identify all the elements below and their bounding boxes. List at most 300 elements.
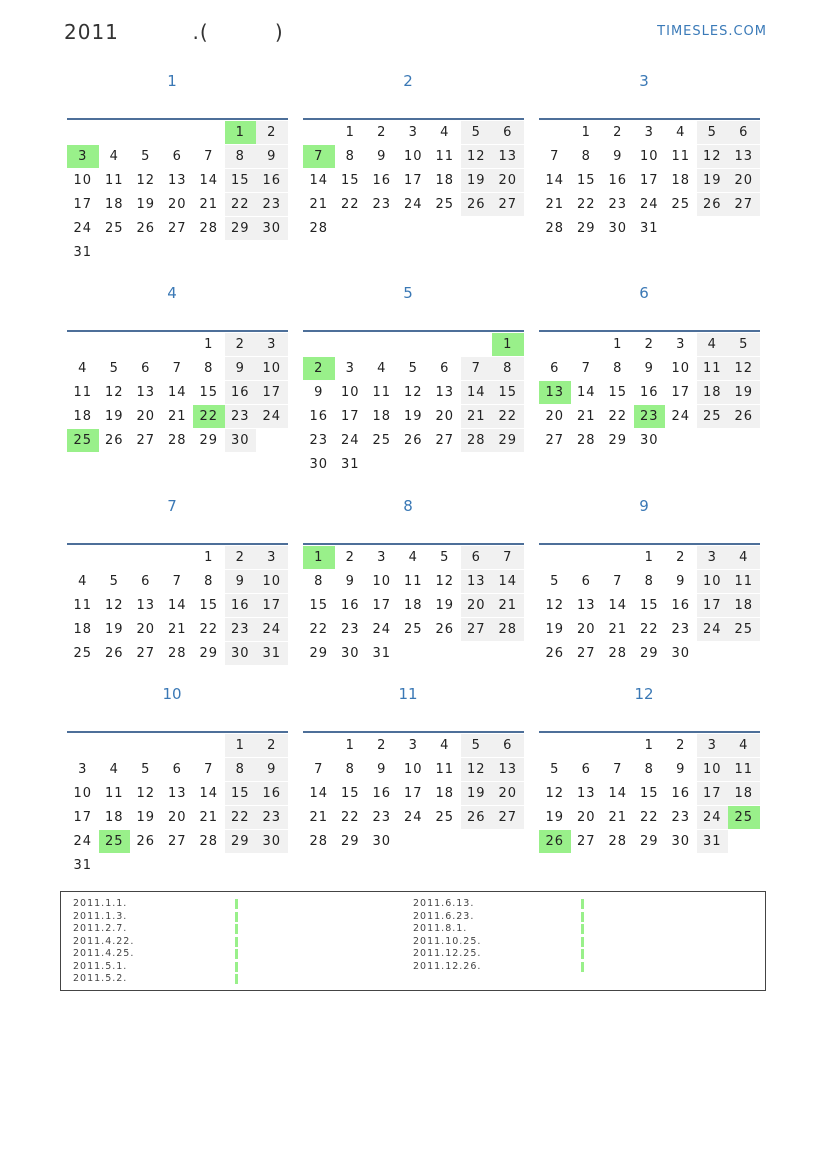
day-cell[interactable]: 6 bbox=[141, 361, 151, 376]
day-cell[interactable]: 24 bbox=[697, 618, 729, 641]
day-cell[interactable]: 21 bbox=[461, 405, 493, 428]
day-cell[interactable]: 30 bbox=[225, 642, 257, 665]
day-cell[interactable]: 28 bbox=[608, 834, 628, 849]
day-cell[interactable]: 3 bbox=[676, 337, 686, 352]
day-cell[interactable]: 11 bbox=[728, 570, 760, 593]
day-cell[interactable]: 27 bbox=[167, 221, 187, 236]
holiday-day-cell[interactable]: 25 bbox=[67, 429, 99, 452]
day-cell[interactable]: 8 bbox=[225, 145, 257, 168]
day-cell[interactable]: 3 bbox=[345, 361, 355, 376]
day-cell[interactable]: 7 bbox=[314, 762, 324, 777]
day-cell[interactable]: 29 bbox=[639, 646, 659, 661]
day-cell[interactable]: 6 bbox=[492, 121, 524, 144]
day-cell[interactable]: 16 bbox=[225, 381, 257, 404]
day-cell[interactable]: 21 bbox=[167, 622, 187, 637]
day-cell[interactable]: 15 bbox=[340, 173, 360, 188]
day-cell[interactable]: 26 bbox=[136, 221, 156, 236]
day-cell[interactable]: 31 bbox=[73, 245, 93, 260]
day-cell[interactable]: 16 bbox=[372, 173, 392, 188]
day-cell[interactable]: 31 bbox=[256, 642, 288, 665]
day-cell[interactable]: 1 bbox=[644, 738, 654, 753]
day-cell[interactable]: 18 bbox=[104, 197, 124, 212]
day-cell[interactable]: 7 bbox=[581, 361, 591, 376]
day-cell[interactable]: 28 bbox=[309, 221, 329, 236]
day-cell[interactable]: 21 bbox=[492, 594, 524, 617]
day-cell[interactable]: 26 bbox=[697, 193, 729, 216]
day-cell[interactable]: 13 bbox=[167, 786, 187, 801]
day-cell[interactable]: 7 bbox=[613, 762, 623, 777]
day-cell[interactable]: 21 bbox=[309, 810, 329, 825]
day-cell[interactable]: 2 bbox=[676, 550, 686, 565]
day-cell[interactable]: 8 bbox=[581, 149, 591, 164]
day-cell[interactable]: 24 bbox=[256, 405, 288, 428]
day-cell[interactable]: 8 bbox=[644, 762, 654, 777]
day-cell[interactable]: 11 bbox=[671, 149, 691, 164]
day-cell[interactable]: 8 bbox=[345, 149, 355, 164]
day-cell[interactable]: 29 bbox=[309, 646, 329, 661]
day-cell[interactable]: 28 bbox=[167, 433, 187, 448]
holiday-day-cell[interactable]: 1 bbox=[303, 546, 335, 569]
day-cell[interactable]: 13 bbox=[728, 145, 760, 168]
day-cell[interactable]: 19 bbox=[697, 169, 729, 192]
day-cell[interactable]: 4 bbox=[109, 149, 119, 164]
holiday-day-cell[interactable]: 3 bbox=[67, 145, 99, 168]
day-cell[interactable]: 1 bbox=[204, 550, 214, 565]
day-cell[interactable]: 26 bbox=[728, 405, 760, 428]
day-cell[interactable]: 11 bbox=[697, 357, 729, 380]
day-cell[interactable]: 21 bbox=[199, 197, 219, 212]
day-cell[interactable]: 6 bbox=[141, 574, 151, 589]
day-cell[interactable]: 5 bbox=[461, 734, 493, 757]
day-cell[interactable]: 4 bbox=[440, 738, 450, 753]
day-cell[interactable]: 3 bbox=[408, 738, 418, 753]
day-cell[interactable]: 10 bbox=[372, 574, 392, 589]
day-cell[interactable]: 20 bbox=[728, 169, 760, 192]
day-cell[interactable]: 14 bbox=[492, 570, 524, 593]
holiday-day-cell[interactable]: 25 bbox=[728, 806, 760, 829]
day-cell[interactable]: 28 bbox=[545, 221, 565, 236]
day-cell[interactable]: 2 bbox=[676, 738, 686, 753]
day-cell[interactable]: 27 bbox=[492, 806, 524, 829]
day-cell[interactable]: 18 bbox=[728, 594, 760, 617]
day-cell[interactable]: 11 bbox=[73, 598, 93, 613]
day-cell[interactable]: 24 bbox=[256, 618, 288, 641]
day-cell[interactable]: 21 bbox=[545, 197, 565, 212]
day-cell[interactable]: 14 bbox=[309, 173, 329, 188]
day-cell[interactable]: 14 bbox=[608, 598, 628, 613]
day-cell[interactable]: 30 bbox=[372, 834, 392, 849]
day-cell[interactable]: 28 bbox=[576, 433, 596, 448]
day-cell[interactable]: 24 bbox=[73, 221, 93, 236]
day-cell[interactable]: 14 bbox=[309, 786, 329, 801]
day-cell[interactable]: 5 bbox=[408, 361, 418, 376]
day-cell[interactable]: 6 bbox=[172, 762, 182, 777]
day-cell[interactable]: 23 bbox=[225, 405, 257, 428]
day-cell[interactable]: 16 bbox=[671, 786, 691, 801]
day-cell[interactable]: 29 bbox=[225, 830, 257, 853]
day-cell[interactable]: 9 bbox=[225, 570, 257, 593]
day-cell[interactable]: 19 bbox=[461, 782, 493, 805]
day-cell[interactable]: 18 bbox=[372, 409, 392, 424]
day-cell[interactable]: 25 bbox=[435, 197, 455, 212]
day-cell[interactable]: 7 bbox=[172, 361, 182, 376]
day-cell[interactable]: 9 bbox=[345, 574, 355, 589]
day-cell[interactable]: 2 bbox=[256, 121, 288, 144]
day-cell[interactable]: 6 bbox=[550, 361, 560, 376]
day-cell[interactable]: 20 bbox=[576, 810, 596, 825]
day-cell[interactable]: 9 bbox=[377, 149, 387, 164]
day-cell[interactable]: 25 bbox=[671, 197, 691, 212]
day-cell[interactable]: 22 bbox=[340, 197, 360, 212]
day-cell[interactable]: 23 bbox=[372, 197, 392, 212]
holiday-day-cell[interactable]: 7 bbox=[303, 145, 335, 168]
day-cell[interactable]: 1 bbox=[225, 734, 257, 757]
day-cell[interactable]: 2 bbox=[613, 125, 623, 140]
day-cell[interactable]: 13 bbox=[136, 385, 156, 400]
day-cell[interactable]: 6 bbox=[728, 121, 760, 144]
day-cell[interactable]: 12 bbox=[461, 145, 493, 168]
day-cell[interactable]: 22 bbox=[225, 806, 257, 829]
day-cell[interactable]: 21 bbox=[199, 810, 219, 825]
day-cell[interactable]: 24 bbox=[372, 622, 392, 637]
day-cell[interactable]: 29 bbox=[225, 217, 257, 240]
day-cell[interactable]: 8 bbox=[204, 574, 214, 589]
day-cell[interactable]: 18 bbox=[435, 173, 455, 188]
day-cell[interactable]: 22 bbox=[492, 405, 524, 428]
day-cell[interactable]: 4 bbox=[440, 125, 450, 140]
day-cell[interactable]: 13 bbox=[576, 598, 596, 613]
day-cell[interactable]: 7 bbox=[550, 149, 560, 164]
day-cell[interactable]: 30 bbox=[340, 646, 360, 661]
day-cell[interactable]: 8 bbox=[613, 361, 623, 376]
day-cell[interactable]: 10 bbox=[671, 361, 691, 376]
day-cell[interactable]: 11 bbox=[728, 758, 760, 781]
day-cell[interactable]: 30 bbox=[309, 457, 329, 472]
day-cell[interactable]: 29 bbox=[492, 429, 524, 452]
day-cell[interactable]: 2 bbox=[345, 550, 355, 565]
day-cell[interactable]: 16 bbox=[372, 786, 392, 801]
day-cell[interactable]: 17 bbox=[671, 385, 691, 400]
day-cell[interactable]: 23 bbox=[256, 193, 288, 216]
day-cell[interactable]: 6 bbox=[461, 546, 493, 569]
day-cell[interactable]: 14 bbox=[461, 381, 493, 404]
holiday-day-cell[interactable]: 1 bbox=[225, 121, 257, 144]
day-cell[interactable]: 15 bbox=[608, 385, 628, 400]
day-cell[interactable]: 20 bbox=[435, 409, 455, 424]
day-cell[interactable]: 3 bbox=[408, 125, 418, 140]
day-cell[interactable]: 7 bbox=[492, 546, 524, 569]
day-cell[interactable]: 2 bbox=[644, 337, 654, 352]
day-cell[interactable]: 16 bbox=[639, 385, 659, 400]
day-cell[interactable]: 10 bbox=[403, 149, 423, 164]
day-cell[interactable]: 15 bbox=[199, 385, 219, 400]
holiday-day-cell[interactable]: 22 bbox=[193, 405, 225, 428]
day-cell[interactable]: 6 bbox=[581, 574, 591, 589]
day-cell[interactable]: 18 bbox=[435, 786, 455, 801]
day-cell[interactable]: 12 bbox=[136, 786, 156, 801]
holiday-day-cell[interactable]: 25 bbox=[99, 830, 131, 853]
day-cell[interactable]: 2 bbox=[225, 333, 257, 356]
day-cell[interactable]: 15 bbox=[340, 786, 360, 801]
day-cell[interactable]: 12 bbox=[435, 574, 455, 589]
day-cell[interactable]: 30 bbox=[639, 433, 659, 448]
day-cell[interactable]: 27 bbox=[461, 618, 493, 641]
day-cell[interactable]: 29 bbox=[340, 834, 360, 849]
day-cell[interactable]: 15 bbox=[639, 598, 659, 613]
day-cell[interactable]: 22 bbox=[340, 810, 360, 825]
day-cell[interactable]: 15 bbox=[225, 782, 257, 805]
day-cell[interactable]: 16 bbox=[608, 173, 628, 188]
day-cell[interactable]: 30 bbox=[256, 830, 288, 853]
day-cell[interactable]: 11 bbox=[435, 149, 455, 164]
day-cell[interactable]: 7 bbox=[204, 149, 214, 164]
day-cell[interactable]: 25 bbox=[403, 622, 423, 637]
day-cell[interactable]: 17 bbox=[403, 786, 423, 801]
day-cell[interactable]: 3 bbox=[256, 546, 288, 569]
day-cell[interactable]: 24 bbox=[340, 433, 360, 448]
day-cell[interactable]: 29 bbox=[608, 433, 628, 448]
day-cell[interactable]: 28 bbox=[309, 834, 329, 849]
day-cell[interactable]: 1 bbox=[581, 125, 591, 140]
day-cell[interactable]: 27 bbox=[167, 834, 187, 849]
holiday-day-cell[interactable]: 23 bbox=[634, 405, 666, 428]
day-cell[interactable]: 27 bbox=[492, 193, 524, 216]
day-cell[interactable]: 6 bbox=[581, 762, 591, 777]
day-cell[interactable]: 25 bbox=[73, 646, 93, 661]
day-cell[interactable]: 11 bbox=[435, 762, 455, 777]
day-cell[interactable]: 19 bbox=[435, 598, 455, 613]
day-cell[interactable]: 14 bbox=[545, 173, 565, 188]
day-cell[interactable]: 19 bbox=[461, 169, 493, 192]
day-cell[interactable]: 23 bbox=[256, 806, 288, 829]
day-cell[interactable]: 25 bbox=[372, 433, 392, 448]
day-cell[interactable]: 30 bbox=[256, 217, 288, 240]
holiday-day-cell[interactable]: 1 bbox=[492, 333, 524, 356]
day-cell[interactable]: 27 bbox=[545, 433, 565, 448]
day-cell[interactable]: 4 bbox=[109, 762, 119, 777]
day-cell[interactable]: 27 bbox=[728, 193, 760, 216]
day-cell[interactable]: 19 bbox=[728, 381, 760, 404]
day-cell[interactable]: 5 bbox=[697, 121, 729, 144]
day-cell[interactable]: 26 bbox=[545, 646, 565, 661]
day-cell[interactable]: 9 bbox=[256, 145, 288, 168]
day-cell[interactable]: 9 bbox=[676, 574, 686, 589]
holiday-day-cell[interactable]: 2 bbox=[303, 357, 335, 380]
day-cell[interactable]: 19 bbox=[545, 622, 565, 637]
day-cell[interactable]: 31 bbox=[639, 221, 659, 236]
day-cell[interactable]: 12 bbox=[104, 385, 124, 400]
day-cell[interactable]: 2 bbox=[377, 738, 387, 753]
day-cell[interactable]: 19 bbox=[136, 197, 156, 212]
day-cell[interactable]: 12 bbox=[697, 145, 729, 168]
day-cell[interactable]: 22 bbox=[608, 409, 628, 424]
day-cell[interactable]: 5 bbox=[109, 574, 119, 589]
day-cell[interactable]: 29 bbox=[576, 221, 596, 236]
day-cell[interactable]: 17 bbox=[697, 594, 729, 617]
day-cell[interactable]: 20 bbox=[136, 622, 156, 637]
day-cell[interactable]: 23 bbox=[309, 433, 329, 448]
day-cell[interactable]: 15 bbox=[225, 169, 257, 192]
day-cell[interactable]: 27 bbox=[136, 433, 156, 448]
day-cell[interactable]: 30 bbox=[225, 429, 257, 452]
day-cell[interactable]: 8 bbox=[644, 574, 654, 589]
day-cell[interactable]: 20 bbox=[461, 594, 493, 617]
day-cell[interactable]: 28 bbox=[167, 646, 187, 661]
day-cell[interactable]: 21 bbox=[167, 409, 187, 424]
day-cell[interactable]: 5 bbox=[141, 762, 151, 777]
day-cell[interactable]: 5 bbox=[109, 361, 119, 376]
day-cell[interactable]: 29 bbox=[199, 646, 219, 661]
day-cell[interactable]: 7 bbox=[204, 762, 214, 777]
day-cell[interactable]: 19 bbox=[545, 810, 565, 825]
day-cell[interactable]: 22 bbox=[639, 622, 659, 637]
day-cell[interactable]: 27 bbox=[576, 646, 596, 661]
day-cell[interactable]: 8 bbox=[204, 361, 214, 376]
day-cell[interactable]: 26 bbox=[435, 622, 455, 637]
day-cell[interactable]: 18 bbox=[403, 598, 423, 613]
day-cell[interactable]: 23 bbox=[608, 197, 628, 212]
day-cell[interactable]: 5 bbox=[550, 762, 560, 777]
day-cell[interactable]: 5 bbox=[550, 574, 560, 589]
day-cell[interactable]: 28 bbox=[492, 618, 524, 641]
day-cell[interactable]: 10 bbox=[403, 762, 423, 777]
day-cell[interactable]: 9 bbox=[613, 149, 623, 164]
day-cell[interactable]: 22 bbox=[639, 810, 659, 825]
day-cell[interactable]: 3 bbox=[644, 125, 654, 140]
day-cell[interactable]: 16 bbox=[256, 169, 288, 192]
day-cell[interactable]: 24 bbox=[403, 810, 423, 825]
day-cell[interactable]: 13 bbox=[167, 173, 187, 188]
day-cell[interactable]: 27 bbox=[576, 834, 596, 849]
day-cell[interactable]: 14 bbox=[576, 385, 596, 400]
day-cell[interactable]: 17 bbox=[697, 782, 729, 805]
day-cell[interactable]: 8 bbox=[314, 574, 324, 589]
day-cell[interactable]: 4 bbox=[408, 550, 418, 565]
day-cell[interactable]: 18 bbox=[728, 782, 760, 805]
day-cell[interactable]: 1 bbox=[204, 337, 214, 352]
day-cell[interactable]: 27 bbox=[435, 433, 455, 448]
day-cell[interactable]: 4 bbox=[78, 361, 88, 376]
day-cell[interactable]: 9 bbox=[314, 385, 324, 400]
day-cell[interactable]: 11 bbox=[403, 574, 423, 589]
day-cell[interactable]: 15 bbox=[492, 381, 524, 404]
day-cell[interactable]: 1 bbox=[644, 550, 654, 565]
day-cell[interactable]: 25 bbox=[104, 221, 124, 236]
day-cell[interactable]: 13 bbox=[435, 385, 455, 400]
day-cell[interactable]: 12 bbox=[545, 598, 565, 613]
day-cell[interactable]: 2 bbox=[377, 125, 387, 140]
day-cell[interactable]: 21 bbox=[608, 810, 628, 825]
day-cell[interactable]: 15 bbox=[639, 786, 659, 801]
day-cell[interactable]: 18 bbox=[671, 173, 691, 188]
day-cell[interactable]: 28 bbox=[199, 834, 219, 849]
day-cell[interactable]: 16 bbox=[340, 598, 360, 613]
day-cell[interactable]: 11 bbox=[104, 786, 124, 801]
day-cell[interactable]: 2 bbox=[256, 734, 288, 757]
day-cell[interactable]: 25 bbox=[728, 618, 760, 641]
day-cell[interactable]: 19 bbox=[104, 622, 124, 637]
day-cell[interactable]: 24 bbox=[639, 197, 659, 212]
day-cell[interactable]: 21 bbox=[608, 622, 628, 637]
day-cell[interactable]: 10 bbox=[697, 758, 729, 781]
day-cell[interactable]: 5 bbox=[440, 550, 450, 565]
day-cell[interactable]: 7 bbox=[461, 357, 493, 380]
day-cell[interactable]: 10 bbox=[697, 570, 729, 593]
day-cell[interactable]: 23 bbox=[671, 622, 691, 637]
day-cell[interactable]: 7 bbox=[172, 574, 182, 589]
day-cell[interactable]: 16 bbox=[225, 594, 257, 617]
day-cell[interactable]: 25 bbox=[435, 810, 455, 825]
day-cell[interactable]: 3 bbox=[256, 333, 288, 356]
day-cell[interactable]: 7 bbox=[613, 574, 623, 589]
day-cell[interactable]: 15 bbox=[309, 598, 329, 613]
day-cell[interactable]: 4 bbox=[728, 734, 760, 757]
day-cell[interactable]: 19 bbox=[104, 409, 124, 424]
day-cell[interactable]: 26 bbox=[136, 834, 156, 849]
day-cell[interactable]: 10 bbox=[256, 357, 288, 380]
day-cell[interactable]: 13 bbox=[136, 598, 156, 613]
day-cell[interactable]: 23 bbox=[671, 810, 691, 825]
day-cell[interactable]: 4 bbox=[377, 361, 387, 376]
day-cell[interactable]: 8 bbox=[492, 357, 524, 380]
day-cell[interactable]: 27 bbox=[136, 646, 156, 661]
day-cell[interactable]: 12 bbox=[104, 598, 124, 613]
day-cell[interactable]: 15 bbox=[199, 598, 219, 613]
day-cell[interactable]: 26 bbox=[104, 646, 124, 661]
day-cell[interactable]: 20 bbox=[492, 782, 524, 805]
day-cell[interactable]: 20 bbox=[576, 622, 596, 637]
day-cell[interactable]: 1 bbox=[613, 337, 623, 352]
day-cell[interactable]: 28 bbox=[461, 429, 493, 452]
day-cell[interactable]: 24 bbox=[697, 806, 729, 829]
day-cell[interactable]: 22 bbox=[225, 193, 257, 216]
day-cell[interactable]: 18 bbox=[697, 381, 729, 404]
day-cell[interactable]: 12 bbox=[728, 357, 760, 380]
day-cell[interactable]: 20 bbox=[167, 197, 187, 212]
day-cell[interactable]: 11 bbox=[104, 173, 124, 188]
day-cell[interactable]: 12 bbox=[545, 786, 565, 801]
day-cell[interactable]: 9 bbox=[377, 762, 387, 777]
day-cell[interactable]: 23 bbox=[225, 618, 257, 641]
day-cell[interactable]: 8 bbox=[225, 758, 257, 781]
day-cell[interactable]: 6 bbox=[440, 361, 450, 376]
day-cell[interactable]: 23 bbox=[340, 622, 360, 637]
day-cell[interactable]: 13 bbox=[492, 758, 524, 781]
day-cell[interactable]: 19 bbox=[136, 810, 156, 825]
day-cell[interactable]: 29 bbox=[199, 433, 219, 448]
day-cell[interactable]: 17 bbox=[639, 173, 659, 188]
day-cell[interactable]: 9 bbox=[256, 758, 288, 781]
day-cell[interactable]: 17 bbox=[256, 381, 288, 404]
day-cell[interactable]: 1 bbox=[345, 738, 355, 753]
day-cell[interactable]: 14 bbox=[167, 385, 187, 400]
day-cell[interactable]: 30 bbox=[671, 834, 691, 849]
holiday-day-cell[interactable]: 13 bbox=[539, 381, 571, 404]
day-cell[interactable]: 21 bbox=[309, 197, 329, 212]
day-cell[interactable]: 30 bbox=[608, 221, 628, 236]
day-cell[interactable]: 11 bbox=[372, 385, 392, 400]
day-cell[interactable]: 13 bbox=[492, 145, 524, 168]
day-cell[interactable]: 14 bbox=[199, 786, 219, 801]
day-cell[interactable]: 1 bbox=[345, 125, 355, 140]
day-cell[interactable]: 9 bbox=[225, 357, 257, 380]
day-cell[interactable]: 17 bbox=[403, 173, 423, 188]
day-cell[interactable]: 5 bbox=[728, 333, 760, 356]
day-cell[interactable]: 16 bbox=[309, 409, 329, 424]
day-cell[interactable]: 6 bbox=[492, 734, 524, 757]
holiday-day-cell[interactable]: 26 bbox=[539, 830, 571, 853]
day-cell[interactable]: 22 bbox=[199, 622, 219, 637]
